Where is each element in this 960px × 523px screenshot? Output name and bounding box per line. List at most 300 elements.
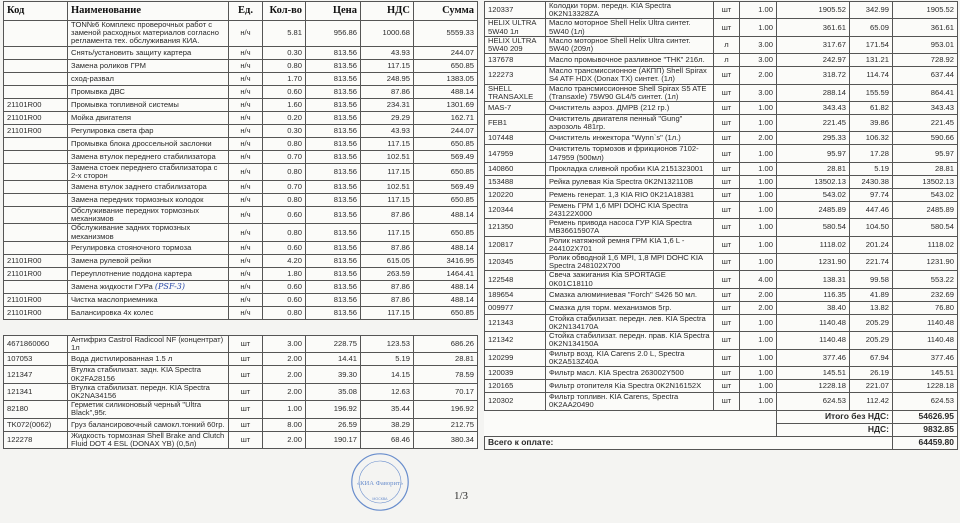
cell-code [4,431,68,448]
cell-qty [263,181,306,194]
cell-unit [714,162,740,175]
name-text: Промывка блока дроссельной заслонки [71,138,212,148]
cell-qty [263,224,306,241]
sum-text: 162.71 [450,112,474,122]
price-text: 813.56 [333,138,357,148]
sum-text: 1228.18 [926,380,954,390]
cell-price [306,353,361,366]
qty-text: 3.00 [758,55,773,65]
cell-price [777,67,850,84]
price-text: 1140.48 [819,335,846,345]
cell-sum [893,380,958,393]
cell-name [68,98,229,111]
price-text: 813.56 [333,60,357,70]
cell-sum [414,241,478,254]
cell-qty [263,163,306,180]
vat-text: 87.86 [390,281,410,291]
cell-qty [740,380,777,393]
table-row [485,271,958,288]
cell-qty [263,46,306,59]
unit-text: шт [721,176,732,186]
cell-code [485,188,546,201]
code-text: 21101R00 [7,125,42,135]
cell-qty [263,293,306,306]
code-text: 120039 [488,367,514,377]
unit-text: шт [240,386,251,396]
cell-sum [414,401,478,418]
cell-name [546,132,714,145]
cell-code [485,102,546,115]
cell-sum [893,301,958,314]
vat-text: 87.86 [390,294,410,304]
cell-unit [714,145,740,162]
sum-text: 1905.52 [926,5,954,15]
cell-vat [361,137,414,150]
cell-name [546,367,714,380]
cell-price [306,366,361,383]
cell-vat [361,418,414,431]
table-row [485,219,958,236]
vat-text: 87.86 [390,210,410,220]
cell-unit [714,54,740,67]
vat-text: 5.19 [395,354,410,364]
handwritten-note: (PSF-3) [154,281,185,291]
cell-vat [361,59,414,72]
cell-sum [414,124,478,137]
sum-text: 569.49 [450,151,474,161]
cell-sum [893,393,958,410]
table-row [485,67,958,84]
sum-text: 232.69 [930,289,954,299]
cell-price [306,401,361,418]
cell-vat [850,36,893,53]
price-text: 28.81 [826,163,846,173]
price-text: 813.56 [333,112,357,122]
unit-text: н/ч [240,281,251,291]
price-text: 813.56 [333,166,357,176]
cell-unit [714,380,740,393]
cell-code [4,194,68,207]
unit-text: шт [721,204,732,214]
cell-sum [414,383,478,400]
table-row [485,54,958,67]
name-text: Фильтр отопителя Kia Spectra 0K2N16152X [549,380,702,390]
cell-qty [263,401,306,418]
cell-code [4,353,68,366]
qty-text: 1.00 [758,176,773,186]
qty-text: 0.80 [287,60,302,70]
cell-price [306,59,361,72]
name-text: Обслуживание передних тормозных механизмов [71,206,200,224]
unit-text: шт [721,102,732,112]
vat-text: 615.05 [386,255,410,265]
cell-code [485,332,546,349]
cell-code [4,21,68,47]
vat-text: 117.15 [387,138,410,148]
cell-qty [740,254,777,271]
cell-unit [714,271,740,288]
cell-qty [263,111,306,124]
cell-name [68,366,229,383]
cell-price [306,137,361,150]
qty-text: 2.00 [758,133,773,143]
cell-sum [893,145,958,162]
cell-qty [263,366,306,383]
vat-text: 123.53 [386,339,410,349]
unit-text: шт [721,302,732,312]
table-row [485,393,958,410]
vat-text: 38.29 [390,419,410,429]
cell-sum [893,236,958,253]
vat-text: 171.54 [865,39,889,49]
qty-text: 1.00 [758,396,773,406]
price-text: 813.56 [333,294,357,304]
cell-name [68,267,229,280]
cell-code [485,175,546,188]
cell-qty [740,145,777,162]
cell-unit [714,19,740,36]
table-row [485,380,958,393]
cell-sum [414,224,478,241]
cell-name [546,301,714,314]
cell-unit [229,224,263,241]
cell-name [68,21,229,47]
cell-price [777,332,850,349]
cell-unit [229,306,263,319]
cell-vat [850,188,893,201]
cell-name [546,219,714,236]
name-text: Рейка рулевая Kia Spectra 0K2N132110B [549,176,694,186]
price-text: 813.56 [333,210,357,220]
price-text: 813.56 [333,47,357,57]
sum-text: 28.81 [454,354,474,364]
price-text: 813.56 [333,125,357,135]
code-text: SHELL TRANSAXLE [488,84,534,101]
price-text: 813.56 [333,255,357,265]
vat-text: 12.63 [390,386,410,396]
code-text: 120220 [488,189,514,199]
table-row [4,194,478,207]
cell-vat [361,181,414,194]
name-text: Жидкость тормозная Shell Brake and Clutch Fluid DOT 4 ESL (DONAX YB) (0,5л) [71,431,225,448]
subtotal-row [485,410,958,423]
cell-sum [893,2,958,19]
cell-code [4,207,68,224]
cell-vat [850,201,893,218]
price-text: 580.54 [822,222,846,232]
code-text: MAS-7 [488,102,512,112]
cell-unit [229,293,263,306]
cell-sum [414,254,478,267]
cell-unit [229,181,263,194]
unit-text: шт [721,163,732,173]
cell-unit [714,201,740,218]
cell-name [68,224,229,241]
cell-sum [893,349,958,366]
cell-code [4,163,68,180]
vat-text: 205.29 [865,335,889,345]
cell-sum [414,418,478,431]
code-text: 107053 [7,354,33,364]
qty-text: 2.00 [758,70,773,80]
cell-price [777,36,850,53]
cell-unit [229,194,263,207]
cell-name [68,431,229,448]
cell-name [546,349,714,366]
cell-qty [263,336,306,353]
name-text: Замена стоек переднего стабилизатора с 2-х сторон [71,163,218,180]
cell-code [485,301,546,314]
cell-price [777,271,850,288]
unit-text: шт [721,396,732,406]
qty-text: 0.60 [287,86,302,96]
cell-qty [740,367,777,380]
sum-text: 212.75 [450,419,474,429]
price-text: 1905.52 [818,5,846,15]
sum-text: 76.80 [934,302,954,312]
qty-text: 1.00 [758,189,773,199]
table-row [485,314,958,331]
cell-vat [361,98,414,111]
code-text: 120302 [488,396,514,406]
cell-code [4,267,68,280]
price-text: 2485.89 [818,204,846,214]
unit-text: л [724,55,729,65]
cell-qty [740,36,777,53]
cell-price [777,54,850,67]
subtotal-label: Итого без НДС: [777,410,893,423]
cell-qty [740,84,777,101]
cell-qty [263,353,306,366]
price-text: 361.61 [822,22,846,32]
name-text: Прокладка сливной пробки KIA 2151323001 [549,163,704,173]
cell-unit [229,280,263,293]
cell-sum [893,162,958,175]
unit-text: н/ч [240,255,251,265]
cell-vat [361,293,414,306]
unit-text: шт [721,222,732,232]
cell-qty [263,137,306,150]
unit-text: н/ч [240,138,251,148]
table-row [4,401,478,418]
price-text: 813.56 [333,99,357,109]
vat-text: 201.24 [865,239,889,249]
cell-unit [229,353,263,366]
cell-name [546,188,714,201]
cell-price [777,84,850,101]
sum-text: 637.44 [930,70,954,80]
vat-text: 114.74 [866,70,889,80]
cell-name [68,254,229,267]
name-text: Антифриз Castrol Radicool NF (концентрат) 1л [71,335,224,353]
unit-text: н/ч [240,151,251,161]
cell-sum [893,175,958,188]
vat-text: 117.15 [387,166,410,176]
name-text: Масло трансмиссионное (АКПП) Shell Spirax S4 ATF HDX (Donax TX) синтет. (1л) [549,66,707,84]
cell-name [68,163,229,180]
cell-sum [414,280,478,293]
cell-name [546,115,714,132]
vat-text: 263.59 [386,268,410,278]
cell-vat [850,102,893,115]
cell-sum [893,254,958,271]
name-text: Очиститель тормозов и фрикционов 7102-147959 (500мл) [549,144,699,162]
cell-vat [361,383,414,400]
cell-sum [893,19,958,36]
cell-name [546,145,714,162]
code-text: 009977 [488,302,514,312]
cell-name [546,271,714,288]
cell-sum [893,115,958,132]
cell-price [306,267,361,280]
cell-unit [229,163,263,180]
name-text: Замена втулок переднего стабилизатора [71,151,216,161]
cell-vat [850,236,893,253]
cell-price [306,431,361,448]
cell-vat [850,271,893,288]
cell-name [68,293,229,306]
qty-text: 3.00 [758,39,773,49]
code-text: 122273 [488,70,514,80]
price-text: 813.56 [333,227,357,237]
cell-unit [714,84,740,101]
cell-sum [893,67,958,84]
sum-text: 864.41 [930,87,954,97]
sum-text: 728.92 [930,55,954,65]
code-text: 122278 [7,434,33,444]
vat-text: 29.29 [390,112,410,122]
cell-sum [893,36,958,53]
cell-price [777,236,850,253]
cell-unit [714,67,740,84]
sum-text: 244.07 [450,125,474,135]
unit-text: шт [721,317,732,327]
cell-sum [414,111,478,124]
cell-unit [229,137,263,150]
table-row [485,145,958,162]
cell-price [777,349,850,366]
cell-code [485,367,546,380]
cell-name [68,194,229,207]
qty-text: 0.70 [287,181,302,191]
cell-price [306,254,361,267]
name-text: Замена рулевой рейки [71,255,151,265]
cell-code [485,288,546,301]
vat-text: 117.15 [387,227,410,237]
table-row [485,162,958,175]
qty-text: 0.80 [287,227,302,237]
name-text: Регулировка света фар [71,125,154,135]
unit-text: шт [721,133,732,143]
cell-name [68,241,229,254]
cell-code [485,219,546,236]
cell-name [546,102,714,115]
unit-text: шт [721,380,732,390]
cell-name [546,254,714,271]
price-text: 813.56 [333,181,357,191]
cell-qty [740,393,777,410]
price-text: 35.08 [337,386,357,396]
vat-text: 447.46 [865,204,889,214]
qty-text: 1.00 [758,118,773,128]
table-row [485,19,958,36]
sum-text: 28.81 [934,163,954,173]
cell-qty [740,219,777,236]
header-code: Код [4,2,68,21]
cell-unit [714,236,740,253]
sum-text: 650.85 [450,307,474,317]
table-row [4,267,478,280]
vat-text: 68.46 [390,434,410,444]
vat-label: НДС: [777,423,893,436]
vat-text: 221.74 [865,257,889,267]
unit-text: н/ч [240,99,251,109]
vat-text: 65.09 [869,22,889,32]
cell-vat [850,2,893,19]
cell-unit [714,36,740,53]
cell-vat [361,254,414,267]
price-text: 38.40 [826,302,846,312]
qty-text: 8.00 [287,419,302,429]
cell-vat [850,84,893,101]
name-text: Масло промывочное разливное "ТНК" 216л. [549,55,705,65]
cell-sum [893,132,958,145]
cell-qty [740,332,777,349]
code-text: 147959 [488,148,514,158]
sum-text: 2485.89 [926,204,954,214]
table-row [4,98,478,111]
cell-sum [414,306,478,319]
table-row [485,36,958,53]
header-price: Цена [306,2,361,21]
cell-unit [714,332,740,349]
name-text: Масло моторное Shell Helix Ultra синтет. 5W40 (209л) [549,36,691,54]
cell-code [485,2,546,19]
cell-vat [361,194,414,207]
cell-vat [850,115,893,132]
cell-price [306,336,361,353]
unit-text: шт [721,148,732,158]
cell-price [306,72,361,85]
cell-name [546,2,714,19]
cell-unit [229,431,263,448]
cell-sum [414,207,478,224]
qty-text: 1.70 [287,73,302,83]
cell-code [4,59,68,72]
price-text: 813.56 [333,73,357,83]
cell-unit [229,98,263,111]
cell-name [546,393,714,410]
table-row [4,241,478,254]
cell-vat [850,301,893,314]
cell-qty [740,132,777,145]
sum-text: 361.61 [930,22,954,32]
cell-code [485,236,546,253]
qty-text: 1.60 [287,99,302,109]
sum-text: 650.85 [450,60,474,70]
unit-text: н/ч [240,86,251,96]
cell-name [546,84,714,101]
cell-qty [740,2,777,19]
table-row [4,163,478,180]
table-row [4,353,478,366]
price-text: 813.56 [333,281,357,291]
cell-name [68,111,229,124]
cell-price [777,393,850,410]
vat-text: 104.50 [865,222,889,232]
cell-name [546,175,714,188]
cell-code [4,85,68,98]
